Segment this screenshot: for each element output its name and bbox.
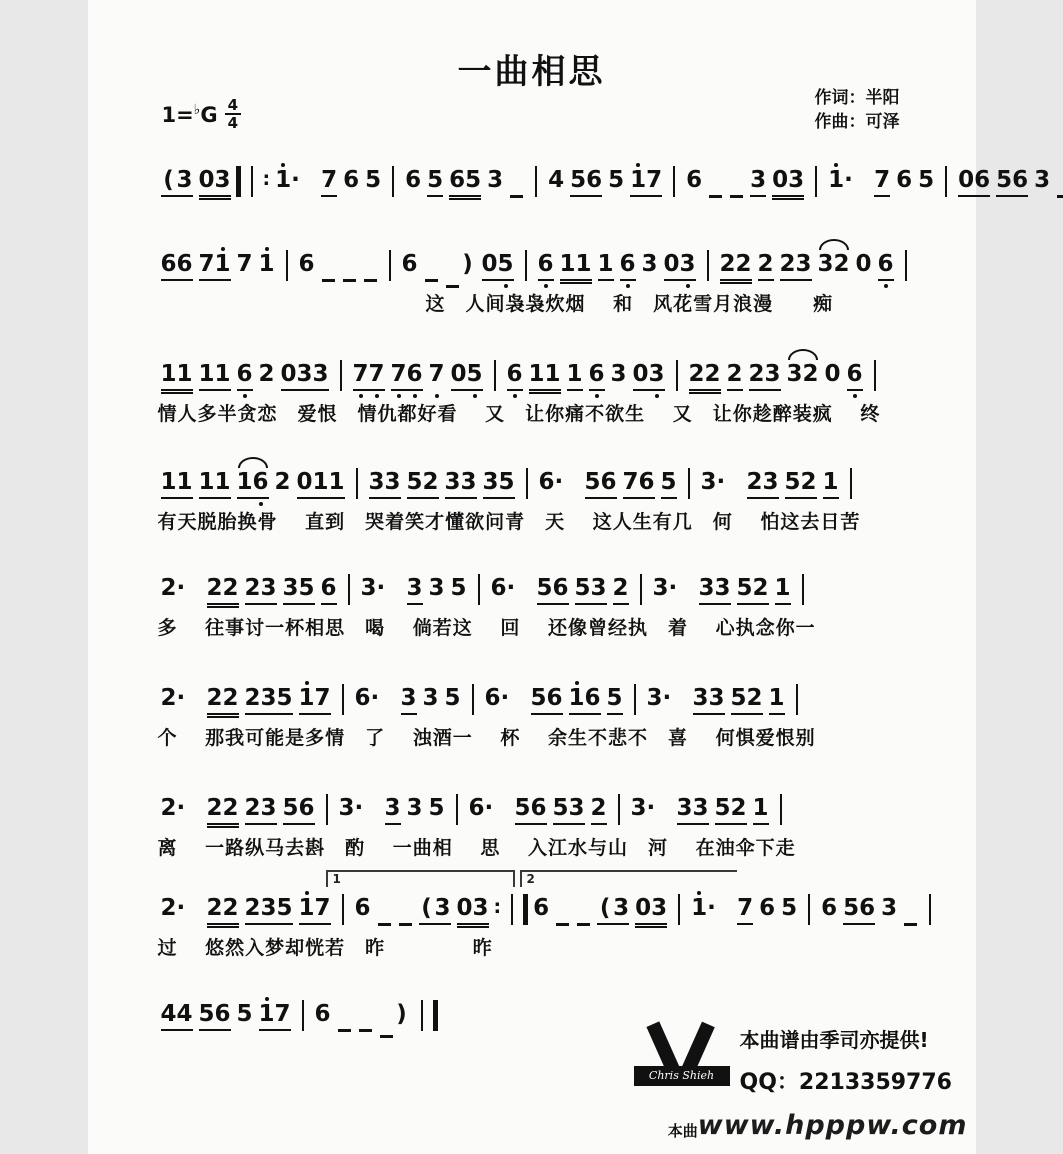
lyrics-row: 离 一路纵马去斟 酌 一曲相 思 入江水与山 河 在油伞下走 <box>157 837 796 859</box>
music-line-5 <box>158 574 948 640</box>
notation-row: ( 3 03 : 1· 7 6 5 6 5 65 3 4 56 5 17 6 3 03 1· 7 6 5 06 56 3 <box>158 166 948 200</box>
composer-credit: 作曲：可泽 <box>814 112 900 132</box>
provider-block <box>644 1022 974 1102</box>
notation-row: 2· 22 235 17 6 ( 3 03 : 6 ( 3 03 1· 7 6 5 6 56 3 <box>158 894 948 928</box>
logo-signature: Chris Shieh <box>634 1066 730 1086</box>
notation-row: 2· 22 235 17 6· 3 3 5 6· 56 16 5 3· 33 52 1 <box>158 684 948 718</box>
key-tonic: G <box>200 103 218 127</box>
lyrics-row: 过 悠然入梦却恍若 昨 昨 <box>157 937 493 959</box>
provider-credit-line: 本曲谱由季司亦提供! <box>739 1028 929 1052</box>
notation-row: 2· 22 23 56 3· 3 3 5 6· 56 53 2 3· 33 52 1 <box>158 794 948 828</box>
music-line-3 <box>158 360 948 426</box>
notation-row: 11 11 6 2 033 77 76 7 05 6 11 1 6 3 03 22 2 23 32 0 6 <box>158 360 948 394</box>
flat-accidental-icon: ♭ <box>193 102 201 118</box>
logo-v-stroke-left <box>646 1021 679 1072</box>
credits-block <box>815 86 900 134</box>
key-prefix: 1= <box>161 103 194 127</box>
provider-logo <box>644 1022 722 1094</box>
lyrics-row: 个 那我可能是多情 了 浊酒一 杯 余生不悲不 喜 何惧爱恨别 <box>157 727 816 749</box>
music-line-1 <box>158 166 1051 200</box>
watermark-url: www.hpppw.com <box>697 1110 968 1141</box>
music-line-4 <box>158 468 948 534</box>
time-signature <box>225 98 241 130</box>
time-signature-denominator: 4 <box>227 114 239 132</box>
key-signature <box>162 98 242 130</box>
notation-row: 66 71 7 1 6 6 ) 05 6 11 1 6 3 03 22 2 23 32 0 6 <box>158 250 948 284</box>
lyrics-row: 有天脱胎换骨 直到 哭着笑才懂欲问青 天 这人生有几 何 怕这去日苦 <box>157 511 861 533</box>
lyrics-row: 多 往事讨一杯相思 喝 倘若这 回 还像曾经执 着 心执念你一 <box>157 617 816 639</box>
music-line-7 <box>158 794 948 860</box>
song-title: 一曲相思 <box>457 52 606 92</box>
music-line-6 <box>158 684 948 750</box>
watermark-prefix: 本曲 <box>667 1122 698 1140</box>
site-watermark <box>668 1110 968 1141</box>
time-signature-numerator: 4 <box>225 98 241 115</box>
notation-row: 11 11 16 2 011 33 52 33 35 6· 56 76 5 3· 23 52 1 <box>158 468 948 502</box>
music-line-8 <box>157 872 948 960</box>
provider-qq-line: QQ：2213359776 <box>739 1070 952 1095</box>
lyrics-row: 情人多半贪恋 爱恨 情仇都好看 又 让你痛不欲生 又 让你趁醉装疯 终 <box>157 403 881 425</box>
notation-row: 44 56 5 17 6 ) <box>158 1000 948 1034</box>
volta-bracket-1: 1 <box>326 870 515 887</box>
provider-text <box>740 1024 952 1096</box>
volta-bracket-2: 2 <box>520 870 737 887</box>
sheet-music-page <box>88 0 1051 1154</box>
lyricist-credit: 作词：半阳 <box>814 88 900 108</box>
lyrics-row: 这 人间袅袅炊烟 和 风花雪月浪漫 痴 <box>425 293 834 315</box>
notation-row: 2· 22 23 35 6 3· 3 3 5 6· 56 53 2 3· 33 52 1 <box>158 574 948 608</box>
music-line-2 <box>158 250 948 316</box>
